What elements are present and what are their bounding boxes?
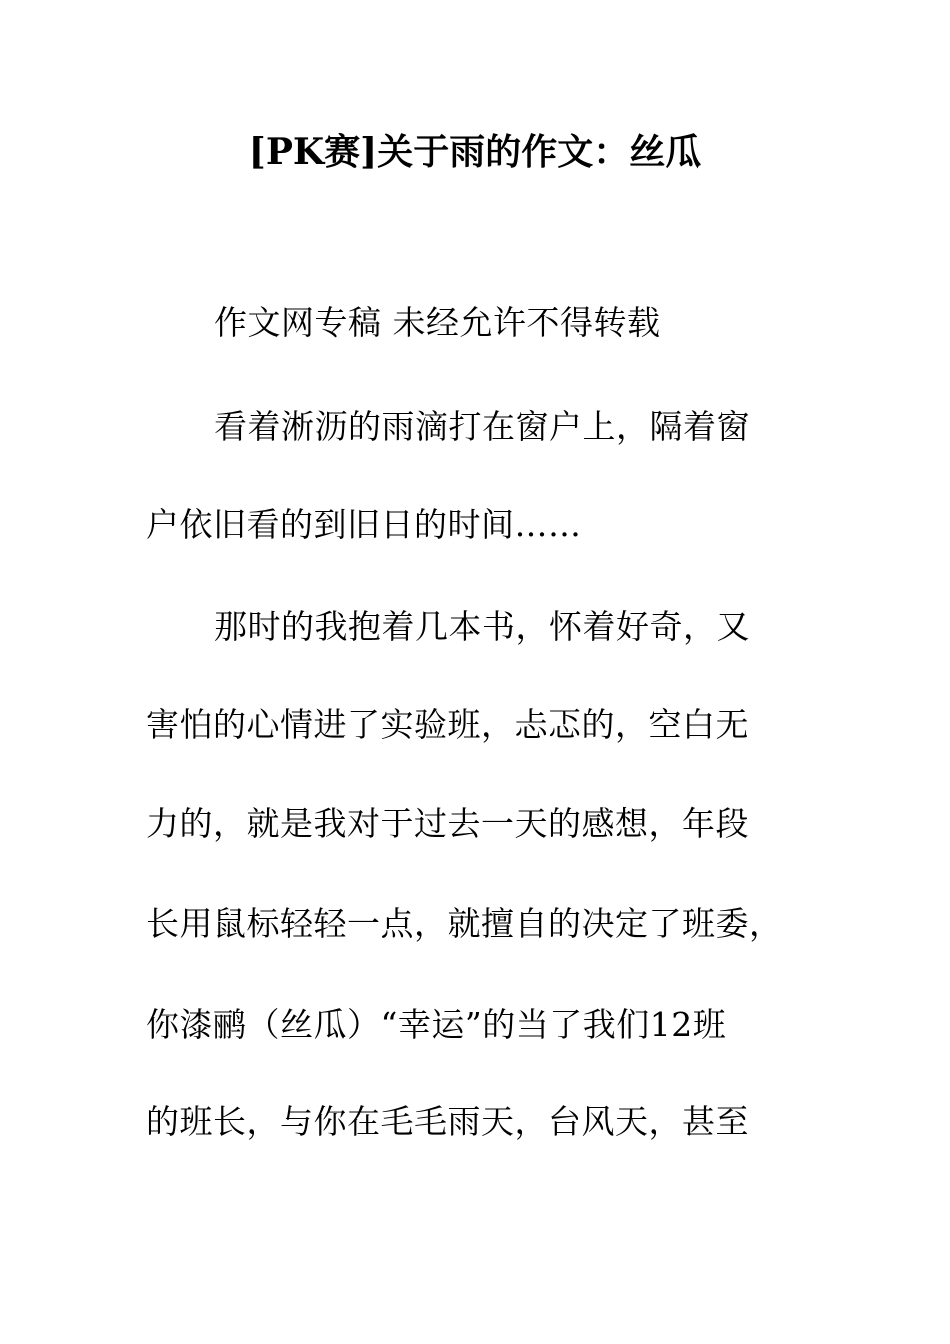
paragraph-line: 的班长，与你在毛毛雨天，台风天，甚至 bbox=[146, 1102, 749, 1141]
paragraph-line: 长用鼠标轻轻一点，就擅自的决定了班委， bbox=[146, 904, 783, 943]
paragraph-line: 那时的我抱着几本书，怀着好奇，又 bbox=[214, 607, 750, 646]
paragraph-line: 力的，就是我对于过去一天的感想，年段 bbox=[146, 804, 749, 843]
paragraph-line: 害怕的心情进了实验班，忐忑的，空白无 bbox=[146, 705, 749, 744]
paragraph-line: 你漆鹂（丝瓜）“幸运”的当了我们12班 bbox=[146, 1005, 727, 1044]
document-title: [PK赛]关于雨的作文：丝瓜 bbox=[248, 131, 702, 173]
paragraph-line: 作文网专稿 未经允许不得转载 bbox=[214, 303, 661, 342]
paragraph-line: 户依旧看的到旧日的时间…… bbox=[146, 505, 582, 544]
paragraph-line: 看着淅沥的雨滴打在窗户上，隔着窗 bbox=[214, 407, 750, 446]
